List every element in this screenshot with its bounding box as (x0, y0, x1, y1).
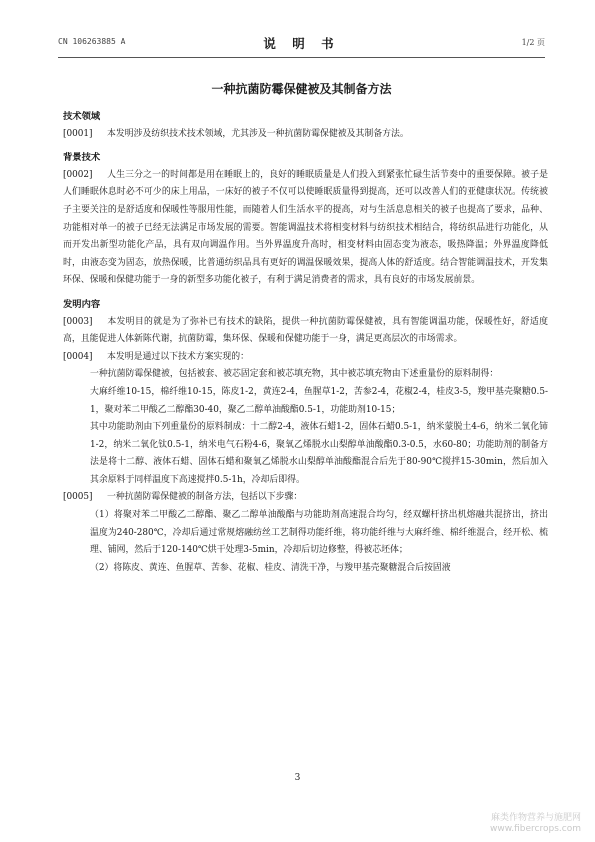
page-header (58, 34, 545, 52)
watermark (490, 813, 581, 835)
paragraph-number: [0002] (63, 169, 93, 180)
paragraph-text: 本发明是通过以下技术方案实现的： (107, 351, 249, 362)
paragraph-text: 一种抗菌防霉保健被的制备方法，包括以下步骤： (107, 492, 303, 503)
paragraph: 大麻纤维10-15，棉纤维10-15，陈皮1-2，黄连2-4，鱼腥草1-2，苦参2-4，花椒2-4，桂皮3-5，羧甲基壳聚糖0.5-1，聚对苯二甲酸乙二醇酯30-40，聚乙二醇单油酸酯0.5-1，功能助剂10-15； (90, 386, 548, 415)
paragraph-text: 本发明目的就是为了弥补已有技术的缺陷，提供一种抗菌防霉保健被，具有智能调温功能，保暖性好，舒适度高，且能促进人体新陈代谢，抗菌防霉，集环保、保暖和保健功能于一身，满足更高层次的市场需求。 (63, 316, 548, 345)
page-number: 3 (294, 773, 301, 783)
document-body (63, 108, 548, 577)
paragraph: （2）将陈皮、黄连、鱼腥草、苦参、花椒、桂皮、清洗干净，与羧甲基壳聚糖混合后按固液 (90, 562, 451, 573)
section-heading-technical-field: 技术领域 (63, 111, 101, 122)
paragraph: 一种抗菌防霉保健被，包括被套、被芯固定套和被芯填充物，其中被芯填充物由下述重量份的原料制得： (90, 369, 499, 380)
patent-number: CN 106263885 A (58, 37, 126, 46)
paragraph-text: 本发明涉及纺织技术技术领域，尤其涉及一种抗菌防霉保健被及其制备方法。 (107, 128, 409, 139)
paragraph (63, 126, 548, 144)
paragraph-number: [0001] (63, 128, 93, 139)
watermark-line-2: www.fibercrops.com (490, 824, 581, 834)
paragraph-number: [0004] (63, 351, 93, 362)
page-indicator: 1/2 页 (521, 38, 545, 47)
paragraph (63, 349, 548, 367)
paragraph-text: 人生三分之一的时间都是用在睡眠上的，良好的睡眠质量是人们投入到紧张忙碌生活节奏中的重要保障。被子是人们睡眠休息时必不可少的床上用品，一床好的被子不仅可以使睡眠质量得到提高，还可以改善人们的亚健康状况。传统被子主要关注的是舒适度和保暖性等服用性能，而随着人们生活水平的提高，对与生活息息相关的被子也提高了要求，品种、功能相对单一的被子已经无法满足市场发展的需要。智能调温技术将相变材料与纺织技术相结合，将纺织品进行功能化，从而开发出新型功能化产品，具有双向调温作用。当外界温度升高时，相变材料由固态变为液态，吸热降温；外界温度降低时，由液态变为固态，放热保暖，比普通纺织品具有更好的调温保暖效果，提高人体的舒适度。结合智能调温技术，开发集环保、保暖和保健功能于一身的新型多功能化被子，有利于满足消费者的需求，具有良好的市场发展前景。 (63, 169, 548, 286)
paragraph: （1）将聚对苯二甲酸乙二醇酯、聚乙二醇单油酸酯与功能助剂高速混合均匀，经双螺杆挤出机熔融共混挤出，挤出温度为240-280℃，冷却后通过常规熔融纺丝工艺制得功能纤维，将功能纤维与大麻纤维、棉纤维混合，经开松、梳理、铺网，然后于120-140℃烘干处理3-5min，冷却后切边修整，得被芯坯体； (90, 510, 548, 556)
paragraph (63, 489, 548, 507)
paragraph (63, 314, 548, 349)
paragraph-number: [0003] (63, 316, 93, 327)
paragraph: 其中功能助剂由下列重量份的原料制成：十二醇2-4，液体石蜡1-2，固体石蜡0.5-1，纳米蒙脱土4-6，纳米二氧化铈1-2，纳米二氧化钛0.5-1，纳米电气石粉4-6，聚氧乙烯脱水山梨醇单油酸酯0.3-0.5，水60-80；功能助剂的制备方法是将十二醇、液体石蜡、固体石蜡和聚氧乙烯脱水山梨醇单油酸酯混合后先于80-90℃搅拌15-30min，然后加入其余原料于同样温度下高速搅拌0.5-1h，冷却后即得。 (90, 422, 548, 485)
paragraph-number: [0005] (63, 492, 93, 503)
section-heading-summary: 发明内容 (63, 298, 101, 310)
document-type-title: 说 明 书 (263, 36, 340, 51)
document-title: 一种抗菌防霉保健被及其制备方法 (211, 82, 392, 96)
paragraph (63, 167, 548, 290)
header-divider (58, 57, 545, 58)
section-heading-background: 背景技术 (63, 152, 101, 164)
watermark-line-1: 麻类作物营养与施肥网 (490, 813, 581, 823)
